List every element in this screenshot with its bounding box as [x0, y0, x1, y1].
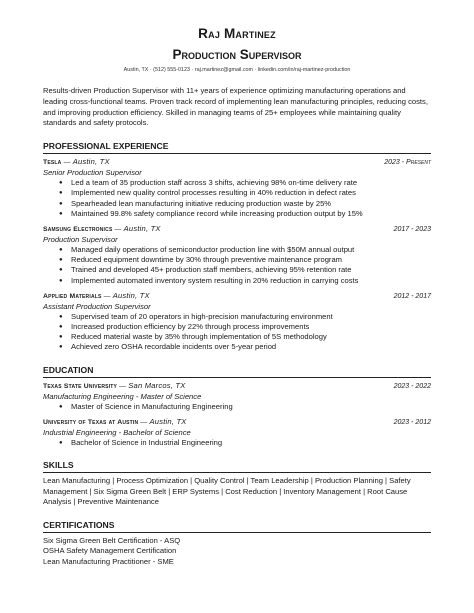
bullet-item: ● Reduced material waste by 35% through implementation of 5S methodology [71, 332, 431, 342]
school-subtitle: Industrial Engineering - Bachelor of Science [43, 427, 191, 437]
school-org-line [43, 381, 186, 392]
school-bullets [43, 402, 431, 412]
job-location: Austin, TX [112, 290, 150, 300]
job-dates: 2017 - 2023 [393, 226, 431, 233]
job-entry [43, 291, 431, 353]
school-dates: 2023 - 2012 [393, 418, 431, 426]
school-entry [43, 417, 431, 448]
job-location: Austin, TX [123, 224, 161, 233]
bullet-item: ● Reduced equipment downtime by 30% through preventive maintenance program [71, 255, 431, 265]
job-bullets [43, 312, 431, 353]
job-header-row [43, 224, 431, 235]
job-entry [43, 224, 431, 286]
separator: — [101, 292, 113, 300]
job-org-line [43, 291, 150, 302]
school-bullets [43, 438, 431, 448]
job-name: Tesla [43, 159, 62, 167]
skills-text: Lean Manufacturing | Process Optimization | Quality Control | Team Leadership | Production Planning | Safety Management | Six Sigma Green Belt | ERP Systems | Cost Reduction | Inventory Management | Root Cause Analysis | Preventive Maintenance [43, 476, 411, 507]
job-header-row [43, 291, 431, 302]
section-heading-experience: PROFESSIONAL EXPERIENCE [43, 141, 431, 154]
candidate-name: Raj Martinez [198, 26, 276, 41]
bullet-item: ● Master of Science in Manufacturing Engineering [71, 402, 431, 412]
job-bullets [43, 245, 431, 286]
separator: — [112, 226, 124, 233]
bullet-item: ● Implemented automated inventory system resulting in 20% reduction in carrying costs [71, 276, 431, 286]
job-subtitle: Production Supervisor [43, 235, 118, 244]
bullet-item: ● Maintained 99.8% safety compliance record while increasing production output by 15% [71, 209, 431, 219]
certification-item: Six Sigma Green Belt Certification - ASQ [43, 535, 181, 545]
job-bullets [43, 178, 431, 219]
job-title: Production Supervisor [172, 47, 302, 62]
job-location: Austin, TX [72, 157, 110, 167]
job-dates: 2023 - Present [384, 159, 431, 167]
school-entry [43, 381, 431, 412]
bullet-item: ● Trained and developed 45+ production staff members, achieving 95% retention rate [71, 265, 431, 275]
section-heading-skills: SKILLS [43, 460, 431, 473]
section-heading-certifications: CERTIFICATIONS [43, 520, 431, 533]
separator: — [61, 159, 73, 167]
job-org-line [43, 224, 161, 235]
bullet-item: ● Managed daily operations of semiconductor production line with $50M annual output [71, 245, 431, 255]
summary: Results-driven Production Supervisor with 11+ years of experience optimizing manufacturing operations and leading cross-functional teams. Proven track record of implementing lean manufacturing principles, reducing costs, and improving production efficiency. Skilled in managing teams of 25+ employees while maintaining quality standards and safety protocols. [43, 86, 428, 128]
school-header-row [43, 417, 431, 428]
school-location: San Marcos, TX [128, 380, 186, 390]
separator: — [138, 418, 150, 426]
bullet-item: ● Led a team of 35 production staff across 3 shifts, achieving 98% on-time delivery rate [71, 178, 431, 188]
contact-line: Austin, TX · (512) 555-0123 · raj.martinez@gmail.com · linkedin.com/in/raj-martinez-production [123, 67, 351, 73]
job-dates: 2012 - 2017 [393, 292, 431, 300]
school-name: Texas State University [43, 382, 118, 390]
school-org-line [43, 417, 187, 428]
bullet-item: ● Increased production efficiency by 22% through process improvements [71, 322, 431, 332]
separator: — [117, 382, 129, 390]
job-entry [43, 157, 431, 219]
bullet-item: ● Spearheaded lean manufacturing initiative reducing production waste by 25% [71, 199, 431, 209]
bullet-item: ● Implemented new quality control processes resulting in 40% reduction in defect rates [71, 188, 431, 198]
job-name: Samsung Electronics [43, 226, 113, 233]
bullet-item: ● Supervised team of 20 operators in high-precision manufacturing environment [71, 312, 431, 322]
job-header-row [43, 157, 431, 168]
school-header-row [43, 381, 431, 392]
job-subtitle: Senior Production Supervisor [43, 168, 142, 178]
school-dates: 2023 - 2022 [393, 382, 431, 390]
experience-list [43, 157, 431, 352]
section-heading-education: EDUCATION [43, 365, 431, 378]
job-org-line [43, 157, 110, 168]
school-name: University of Texas at Austin [43, 418, 139, 426]
bullet-item: ● Bachelor of Science in Industrial Engineering [71, 438, 431, 448]
school-location: Austin, TX [149, 416, 187, 426]
certification-item: OSHA Safety Management Certification [43, 546, 177, 556]
bullet-item: ● Achieved zero OSHA recordable incidents over 5-year period [71, 342, 431, 352]
school-subtitle: Manufacturing Engineering - Master of Science [43, 391, 202, 401]
certifications-list [43, 536, 431, 568]
education-list [43, 381, 431, 448]
job-subtitle: Assistant Production Supervisor [43, 301, 151, 311]
certification-item: Lean Manufacturing Practitioner - SME [43, 557, 174, 566]
job-name: Applied Materials [43, 292, 102, 300]
